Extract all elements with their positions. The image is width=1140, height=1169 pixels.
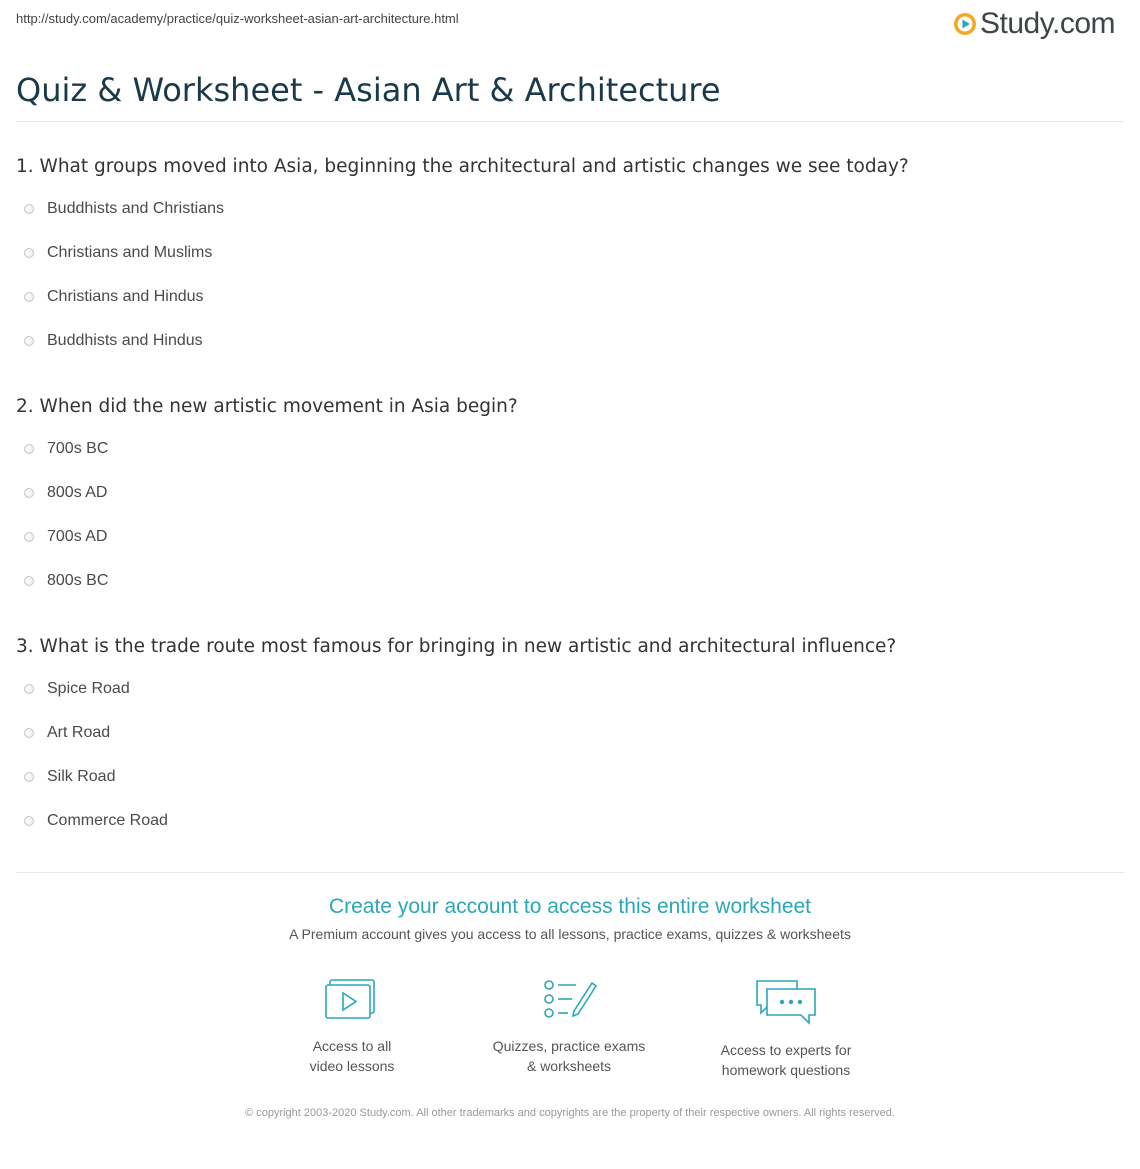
option-label: Christians and Muslims xyxy=(47,244,213,261)
feature-label: Quizzes, practice exams & worksheets xyxy=(492,1038,646,1074)
feature-label: Access to all video lessons xyxy=(309,1038,395,1074)
create-account-link[interactable]: Create your account to access this entire worksheet xyxy=(328,895,812,918)
question-1-option-b[interactable] xyxy=(24,244,212,262)
copyright: © copyright 2003-2020 Study.com. All other trademarks and copyrights are the property of their respective owners. All rights reserved. xyxy=(245,1107,895,1119)
radio-icon[interactable] xyxy=(24,204,34,214)
radio-icon[interactable] xyxy=(24,248,34,258)
feature-label: Access to experts for homework questions xyxy=(720,1042,852,1078)
option-label: 800s BC xyxy=(47,572,109,589)
feature-quizzes xyxy=(469,977,669,1076)
option-label: Spice Road xyxy=(47,680,130,697)
study-logo-text: Study.com xyxy=(980,7,1115,40)
radio-icon[interactable] xyxy=(24,576,34,586)
radio-icon[interactable] xyxy=(24,488,34,498)
question-3-option-c[interactable] xyxy=(24,768,115,786)
radio-icon[interactable] xyxy=(24,772,34,782)
question-3-option-d[interactable] xyxy=(24,812,168,830)
video-lesson-icon xyxy=(324,977,380,1023)
option-label: 700s AD xyxy=(47,528,108,545)
study-logo-icon xyxy=(953,12,977,36)
question-1-option-a[interactable] xyxy=(24,200,224,218)
option-label: 700s BC xyxy=(47,440,109,457)
question-3-option-b[interactable] xyxy=(24,724,110,742)
feature-experts xyxy=(686,977,886,1080)
question-3-option-a[interactable] xyxy=(24,680,130,698)
radio-icon[interactable] xyxy=(24,444,34,454)
title-divider xyxy=(16,121,1124,122)
option-label: Buddhists and Hindus xyxy=(47,332,203,349)
url-bar: http://study.com/academy/practice/quiz-worksheet-asian-art-architecture.html xyxy=(16,11,459,26)
option-label: Commerce Road xyxy=(47,812,168,829)
option-label: 800s AD xyxy=(47,484,108,501)
question-2-option-d[interactable] xyxy=(24,572,108,590)
option-label: Christians and Hindus xyxy=(47,288,204,305)
study-logo[interactable] xyxy=(953,6,1115,42)
question-2-option-a[interactable] xyxy=(24,440,108,458)
question-2-title: 2. When did the new artistic movement in Asia begin? xyxy=(16,396,518,417)
feature-video-lessons xyxy=(252,977,452,1076)
chat-bubbles-icon xyxy=(753,977,819,1027)
radio-icon[interactable] xyxy=(24,728,34,738)
radio-icon[interactable] xyxy=(24,532,34,542)
question-2-option-b[interactable] xyxy=(24,484,107,502)
question-1-option-c[interactable] xyxy=(24,288,204,306)
question-2-option-c[interactable] xyxy=(24,528,107,546)
page-title: Quiz & Worksheet - Asian Art & Architecture xyxy=(16,71,721,109)
radio-icon[interactable] xyxy=(24,336,34,346)
quiz-checklist-icon xyxy=(540,977,598,1023)
cta-subtitle: A Premium account gives you access to all lessons, practice exams, quizzes & worksheets xyxy=(289,926,851,942)
question-3-title: 3. What is the trade route most famous for bringing in new artistic and architectural influence? xyxy=(16,636,897,657)
question-1-title: 1. What groups moved into Asia, beginning the architectural and artistic changes we see today? xyxy=(16,156,909,177)
question-1-option-d[interactable] xyxy=(24,332,203,350)
option-label: Buddhists and Christians xyxy=(47,200,224,217)
radio-icon[interactable] xyxy=(24,292,34,302)
option-label: Art Road xyxy=(47,724,111,741)
radio-icon[interactable] xyxy=(24,816,34,826)
radio-icon[interactable] xyxy=(24,684,34,694)
option-label: Silk Road xyxy=(47,768,116,785)
cta-divider xyxy=(16,872,1124,873)
